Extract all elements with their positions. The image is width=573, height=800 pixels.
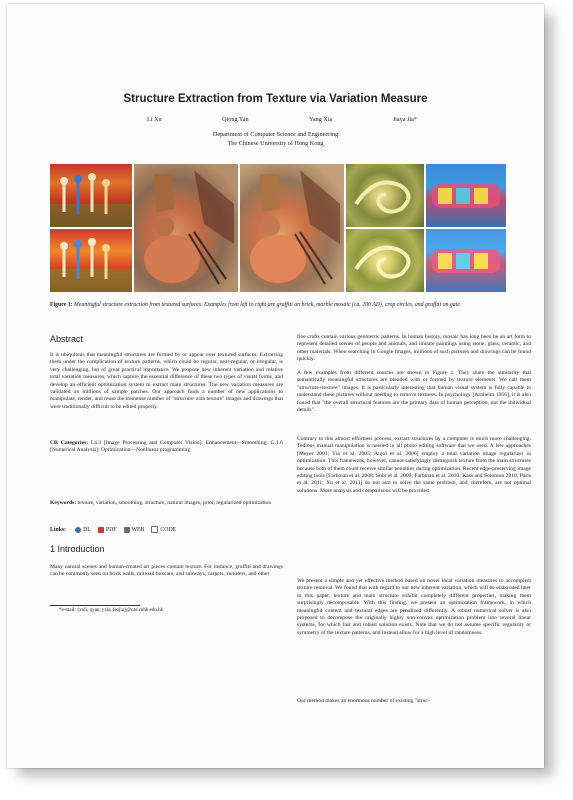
keywords	[50, 500, 283, 507]
figure-column-graffiti-gate	[426, 164, 506, 293]
cr-categories-label: CR Categories:	[50, 440, 89, 446]
web-icon	[124, 527, 130, 533]
graffiti-brick-input-image	[50, 164, 132, 227]
link-pdf[interactable]: PDF	[98, 527, 117, 533]
crop-circle-spiral-drawing	[346, 229, 424, 292]
graffiti-figures-drawing	[50, 164, 132, 227]
intro-paragraph-5: Our method makes an enormous number of existing "struc-	[297, 698, 430, 704]
keywords-label: Keywords:	[50, 500, 77, 506]
author-name: Qiong Yan	[222, 116, 249, 123]
graffiti-gate-result-image	[426, 229, 506, 292]
marble-mosaic-input-image	[134, 164, 238, 292]
teaser-figure	[50, 164, 531, 293]
footnote-rule	[50, 605, 140, 606]
affiliation-department: Department of Computer Science and Engineering	[212, 131, 339, 138]
author-name: Jiaya Jia*	[392, 116, 417, 123]
intro-paragraph-2: A few examples from different sources are shown in Figure 1. They share the similarity that semantically meaningful structures are blended with or formed by texture elements. We call them "structure+texture" images. It is particularly interesting that human visual system is fully capable to understand these pictures without needing to remove textures. In psychology [Arnheim 1956], it is also found that "the overall structural features are the primary data of human perception, not the individual details".	[297, 370, 531, 414]
code-icon	[151, 526, 158, 533]
intro-paragraph-4: We present a simple and yet effective method based on novel local variation measures to accomplish texture removal. We found that with regard to our new inherent variation, which will be elaborated later in this paper, texture and main structure exhibit completely different properties, making them surprisingly decomposable. With this finding, we present an optimization framework, in which meaningful content and textural edges are penalized differently. A robust numerical solver is also proposed to decompose the originally highly non-convex optimization problem into several linear systems, for which fast and robust solution exists. Note that we do not assume specific regularity or symmetry of the texture patterns, and instead allow for a high level of randomness.	[297, 578, 531, 636]
dl-icon	[75, 527, 81, 533]
footnote-email: *e-mail: {xuli, qyan, yxia, leojia}@cse.cuhk.edu.hk	[59, 608, 164, 613]
cr-categories-text: I.4.3 [Image Processing and Computer Vision]: Enhancement—Smoothing; G.1.6 [Numerical Analysis]: Optimization—Nonlinear programming	[50, 440, 283, 454]
mosaic-figure-drawing	[134, 164, 238, 292]
crop-circle-spiral-drawing	[346, 164, 424, 227]
abstract-heading: Abstract	[50, 334, 84, 344]
marble-mosaic-result-image	[240, 164, 344, 292]
paper-title: Structure Extraction from Texture via Variation Measure	[123, 93, 428, 105]
intro-paragraph-1: fine crafts contain various geometric patterns. In human history, mosaic has long been be an art form to represent detailed scenes of people and animals, and imitate paintings using stone, glass, ceramic, and other materials. When searching in Google Images, millions of such pictures and drawings can be found quickly.	[297, 334, 531, 363]
figure-caption-text: Meaningful structure extraction from textured surfaces. Examples from left to right are graffiti on brick, marble mosaic (ca. 200 AD), crop circles, and graffiti on gate.	[74, 302, 462, 308]
links-row	[50, 526, 176, 533]
graffiti-figures-drawing	[50, 229, 132, 292]
cr-categories	[50, 440, 283, 455]
author-name: Yang Xia	[309, 116, 333, 123]
affiliation-university: The Chinese University of Hong Kong	[227, 140, 324, 147]
link-web[interactable]: WEB	[124, 527, 145, 533]
link-dl[interactable]: DL	[75, 527, 91, 533]
figure-caption	[50, 301, 531, 309]
introduction-paragraph: Many natural scenes and human-created art pieces contain texture. For instance, graffiti and drawings can be commonly seen on brick walls, railroad boxcars, and subways; carpets, sweaters, and other	[50, 564, 283, 578]
graffiti-brick-result-image	[50, 229, 132, 292]
intro-paragraph-3: Contrary to this almost effortless process, extract structures by a computer is much more challenging. Tedious manual manipulation is needed in all photo editing software that we used. A few approaches [Meyer 2001; Yin et al. 2005; Aujol et al. 2006] employ a total variation image regularizer in optimization. This framework, however, cannot satisfyingly distinguish texture from the main structures because both of them could receive similar penalties during optimization. Recent edge-preserving image editing tools [Farbman et al. 2008; Subr et al. 2009; Farbman et al. 2010; Kass and Solomon 2010; Paris et al. 2011; Xu et al. 2011] do not aim to solve the same problem, and, therefore, are not optimal solutions. More analysis and comparisons will be provided.	[297, 436, 531, 494]
graffiti-gate-input-image	[426, 164, 506, 227]
graffiti-lettering-drawing	[426, 229, 506, 292]
links-label: Links:	[50, 526, 67, 533]
abstract-body: It is ubiquitous that meaningful structures are formed by or appear over textured surfaces. Extracting them under the complication of texture patterns, which could be regular, near-regular, or irregular, is very challenging, but of great practical importance. We propose new inherent variation and relative total variation measures, which capture the essential difference of these two types of visual forms, and develop an efficient optimization system to extract main structures. The new variation measures are validated on millions of sample patches. Our approach finds a number of new applications to manipulate, render, and reuse the immense number of "structure with texture" images and drawings that were traditionally difficult to be edited properly.	[50, 352, 283, 410]
figure-column-graffiti-brick	[50, 164, 132, 293]
figure-caption-label: Figure 1:	[50, 302, 73, 308]
paper-page	[7, 4, 544, 768]
graffiti-lettering-drawing	[426, 164, 506, 227]
pdf-icon	[98, 527, 104, 533]
crop-circle-result-image	[346, 229, 424, 292]
author-name: Li Xu	[147, 116, 162, 123]
mosaic-figure-drawing	[240, 164, 344, 292]
keywords-text: texture, variation, smoothing, structure, natural images, prior, regularized optimization	[77, 500, 272, 506]
author-list	[147, 116, 417, 123]
introduction-heading: 1 Introduction	[50, 544, 105, 554]
crop-circle-input-image	[346, 164, 424, 227]
link-code[interactable]: CODE	[151, 526, 176, 533]
figure-column-crop-circles	[346, 164, 424, 293]
